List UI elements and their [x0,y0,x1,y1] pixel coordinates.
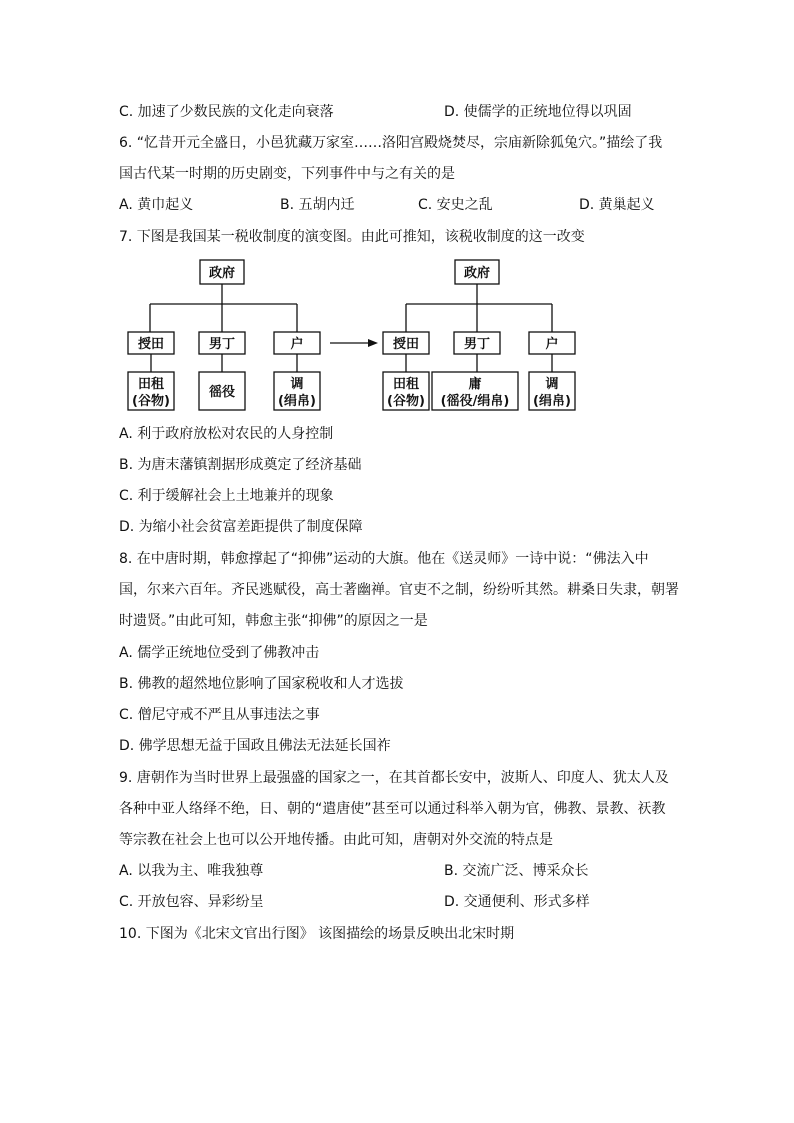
q8-option-c: C. 僧尼守戒不严且从事违法之事 [119,707,320,723]
q9-stem-line2: 各种中亚人络绎不绝，日、朝的“遣唐使”甚至可以通过科举入朝为官，佛教、景教、祆教 [119,801,666,817]
q6-stem-line1: 6. “忆昔开元全盛日，小邑犹藏万家室……洛阳宫殿烧焚尽，宗庙新除狐兔穴。”描绘了我 [119,135,663,151]
q9-stem-line1: 9. 唐朝作为当时世界上最强盛的国家之一，在其首都长安中，波斯人、印度人、犹太人及 [119,770,669,786]
q8-option-a: A. 儒学正统地位受到了佛教冲击 [119,645,320,661]
q5-option-d: D. 使儒学的正统地位得以巩固 [444,104,632,120]
left-root-label: 政府 [208,266,236,281]
right-bottom-3-line2: (绢帛) [533,394,571,409]
q9-option-d: D. 交通便利、形式多样 [444,894,590,910]
q7-option-a: A. 利于政府放松对农民的人身控制 [119,426,334,442]
right-mid-label-3: 户 [545,337,559,352]
arrow-head-icon [368,339,378,347]
right-root-label: 政府 [463,266,491,281]
q8-stem-line2: 国，尔来六百年。齐民逃赋役，高士著幽禅。官吏不之制，纷纷听其然。耕桑日失隶，朝署 [119,582,679,598]
q8-stem-line1: 8. 在中唐时期，韩愈撑起了“抑佛”运动的大旗。他在《送灵师》一诗中说：“佛法入中 [119,551,649,567]
q9-option-c: C. 开放包容、异彩纷呈 [119,894,264,910]
q8-option-d: D. 佛学思想无益于国政且佛法无法延长国祚 [119,738,391,754]
left-bottom-3-line1: 调 [290,377,304,392]
left-bottom-1-line1: 田租 [137,377,165,392]
q7-option-c: C. 利于缓解社会上土地兼并的现象 [119,488,334,504]
left-bottom-2-line1: 徭役 [208,385,236,400]
right-bottom-1-line2: (谷物) [387,394,425,409]
tax-system-diagram [122,258,582,413]
q9-option-a: A. 以我为主、唯我独尊 [119,863,264,879]
q6-option-b: B. 五胡内迁 [280,197,355,213]
right-bottom-2-line2: (徭役/绢帛) [440,394,510,409]
q9-option-b: B. 交流广泛、博采众长 [444,863,589,879]
q7-option-b: B. 为唐末藩镇割据形成奠定了经济基础 [119,457,362,473]
right-mid-label-2: 男丁 [463,337,491,352]
q7-option-d: D. 为缩小社会贫富差距提供了制度保障 [119,519,363,535]
q10-stem: 10. 下图为《北宋文官出行图》 该图描绘的场景反映出北宋时期 [119,926,515,942]
q8-stem-line3: 时遗贤。”由此可知，韩愈主张“抑佛”的原因之一是 [119,613,428,629]
q7-stem: 7. 下图是我国某一税收制度的演变图。由此可推知，该税收制度的这一改变 [119,229,585,245]
q8-option-b: B. 佛教的超然地位影响了国家税收和人才选拔 [119,676,404,692]
right-mid-label-1: 授田 [392,337,420,352]
right-bottom-3-line1: 调 [545,377,559,392]
right-bottom-1-line1: 田租 [392,377,420,392]
left-mid-label-3: 户 [290,337,304,352]
left-bottom-3-line2: (绢帛) [278,394,316,409]
right-bottom-2-line1: 庸 [468,377,482,392]
q6-option-a: A. 黄巾起义 [119,197,194,213]
left-mid-label-2: 男丁 [208,337,236,352]
q6-option-d: D. 黄巢起义 [579,197,655,213]
q5-option-c: C. 加速了少数民族的文化走向衰落 [119,104,334,120]
left-mid-label-1: 授田 [137,337,165,352]
q6-option-c: C. 安史之乱 [418,197,493,213]
q6-stem-line2: 国古代某一时期的历史剧变，下列事件中与之有关的是 [119,166,455,182]
left-bottom-1-line2: (谷物) [132,394,170,409]
q9-stem-line3: 等宗教在社会上也可以公开地传播。由此可知，唐朝对外交流的特点是 [119,832,553,848]
